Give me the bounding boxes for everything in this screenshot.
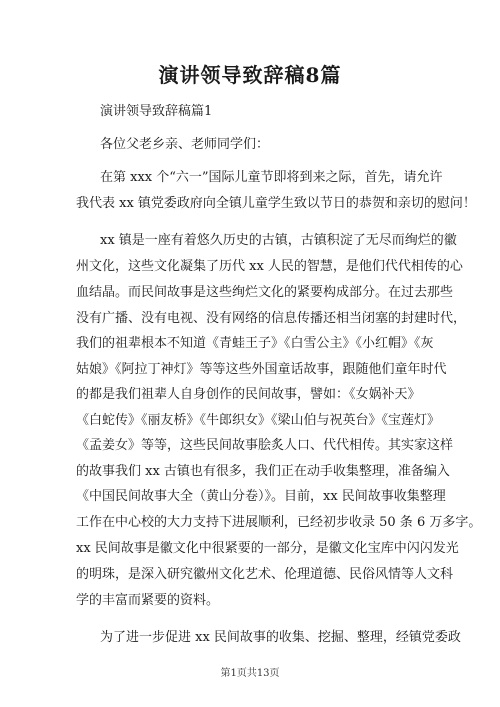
paragraph-line: 学的丰富而紧要的资料。 (76, 593, 220, 608)
paragraph-line: 为了进一步促进 xx 民间故事的收集、挖掘、整理，经镇党委政 (100, 630, 461, 645)
paragraph-line: 州文化，这些文化凝集了历代 xx 人民的智慧，是他们代代相传的心 (76, 259, 463, 274)
paragraph-line: 血结晶。而民间故事是这些绚烂文化的紧要构成部分。在过去那些 (76, 285, 454, 300)
paragraph-line: 在第 xxx 个“六一”国际儿童节即将到来之际，首先，请允许 (100, 170, 443, 185)
salutation: 各位父老乡亲、老师同学们： (100, 137, 270, 152)
page-footer: 第1页共13页 (220, 668, 280, 679)
paragraph-line: 的都是我们祖辈人自身创作的民间故事，譬如：《女娲补天》 (76, 387, 421, 402)
document-title: 演讲领导致辞稿8篇 (158, 63, 342, 87)
paragraph-line: 工作在中心校的大力支持下进展顺利，已经初步收录 50 条 6 万多字。 (76, 515, 482, 530)
paragraph-line: 的故事我们 xx 古镇也有很多，我们正在动手收集整理，准备编入 (76, 464, 450, 479)
paragraph-line: 的明珠，是深入研究徽州文化艺术、伦理道德、民俗风情等人文科 (76, 567, 454, 582)
paragraph-line: 《中国民间故事大全（黄山分卷）》。目前，xx 民间故事收集整理 (76, 489, 446, 504)
document-subtitle: 演讲领导致辞稿篇1 (100, 104, 213, 119)
paragraph-line: 我们的祖辈根本不知道《青蛙王子》《白雪公主》《小红帽》《灰 (76, 336, 434, 351)
paragraph-line: xx 民间故事是徽文化中很紧要的一部分，是徽文化宝库中闪闪发光 (76, 541, 459, 556)
paragraph-line: 没有广播、没有电视、没有网络的信息传播还相当闭塞的封建时代， (76, 311, 467, 326)
paragraph-line: 姑娘》《阿拉丁神灯》等等这些外国童话故事，跟随他们童年时代 (76, 362, 447, 377)
paragraph-line: 《孟姜女》等等，这些民间故事脍炙人口、代代相传。其实家这样 (76, 438, 454, 453)
paragraph-line: 《白蛇传》《丽友桥》《牛郎织女》《梁山伯与祝英台》《宝莲灯》 (76, 413, 441, 428)
paragraph-line: 我代表 xx 镇党委政府向全镇儿童学生致以节日的恭贺和亲切的慰问！ (76, 196, 476, 211)
paragraph-line: xx 镇是一座有着悠久历史的古镇，古镇积淀了无尽而绚烂的徽 (100, 233, 457, 248)
